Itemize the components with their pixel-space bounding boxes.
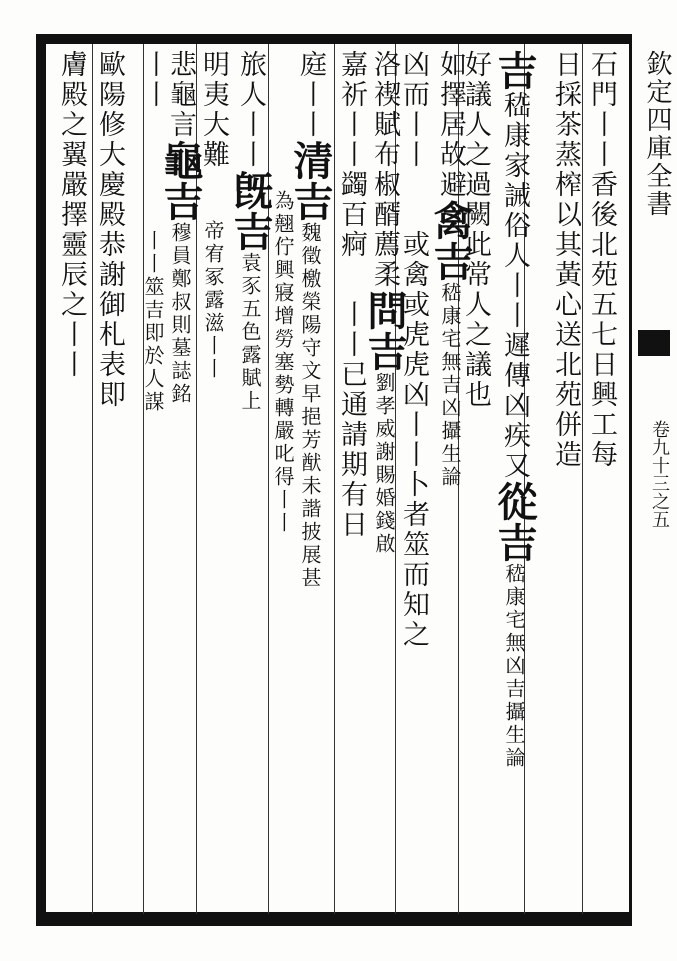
column-text: 歐陽修大慶殿恭謝御札表即: [94, 50, 125, 410]
column-text: 嵇康家誡俗人丨丨遲傳凶疾又: [499, 91, 530, 481]
column-text: 如擇居故避: [435, 50, 466, 200]
text-column: [491, 50, 538, 770]
column-text: 好議人之過闕此常人之議也: [460, 50, 491, 410]
top-border: [36, 34, 632, 44]
text-column: [200, 50, 227, 381]
text-column: [270, 50, 297, 535]
column-text: 或禽或虎虎凶丨丨卜者筮而知之: [398, 230, 429, 650]
book-title: 欽定四庫全書: [642, 50, 672, 218]
column-text: 為翹佇興寢增勞塞勢轉嚴叱得丨丨: [271, 190, 295, 535]
column-text: 丨丨筮吉即於人謀: [141, 230, 165, 414]
text-column: [140, 50, 167, 414]
headword: 禽吉: [427, 200, 474, 282]
column-text: 袁豕五色露賦上: [238, 252, 262, 413]
headword: 龜吉: [157, 140, 204, 222]
column-rule: [92, 44, 93, 914]
column-text: 帝宥冢露滋丨丨: [201, 220, 225, 381]
column-rule: [582, 44, 583, 914]
text-column: [361, 50, 408, 556]
column-text: 膚殿之翼嚴擇靈辰之丨丨: [56, 50, 87, 380]
volume-label: 卷九十三之五: [649, 420, 670, 528]
headword: 旣吉: [227, 170, 274, 252]
text-column: [588, 50, 615, 470]
column-text: 悲龜言: [165, 50, 196, 140]
headword: 從吉: [491, 481, 538, 563]
column-text: 洛禊賦布椒醑薦柔: [369, 50, 400, 290]
center-margin: [638, 40, 670, 920]
headword: 清吉: [287, 140, 334, 222]
column-text: 嵇康宅無吉凶攝生論: [438, 282, 462, 489]
fishtail-mark: [638, 330, 670, 356]
text-column: [227, 50, 274, 413]
column-text: 穆員鄭叔則墓誌銘: [168, 222, 192, 406]
column-text: 嘉祈丨丨蠲百痾: [336, 50, 367, 260]
column-text: 石門丨丨香後北苑五七日興工每: [586, 50, 617, 470]
column-text: 魏徵檄榮陽守文早挹芳猷未諧披展甚: [298, 222, 322, 590]
column-rule: [334, 44, 335, 914]
column-text: 日採茶蒸榨以其黃心送北苑併造: [550, 50, 581, 470]
text-column: [338, 50, 365, 540]
text-column: [96, 50, 123, 410]
headword: 問吉: [361, 290, 408, 372]
bottom-border: [36, 912, 632, 926]
text-column: [552, 50, 579, 470]
column-text: 劉孝威謝賜婚錢啟: [372, 372, 396, 556]
column-text: 丨丨已通請期有日: [336, 300, 367, 540]
column-text: 明夷大難: [198, 50, 229, 170]
text-column: [427, 50, 474, 489]
column-text: 凶而丨丨: [398, 50, 429, 170]
headword: 吉: [491, 50, 538, 91]
column-text: 嵇康宅無凶吉攝生論: [502, 563, 526, 770]
column-text: 丨丨: [138, 50, 169, 110]
column-text: 旅人丨丨: [235, 50, 266, 170]
text-column: [58, 50, 85, 380]
left-border: [36, 34, 46, 926]
column-text: 庭丨丨: [295, 50, 326, 140]
